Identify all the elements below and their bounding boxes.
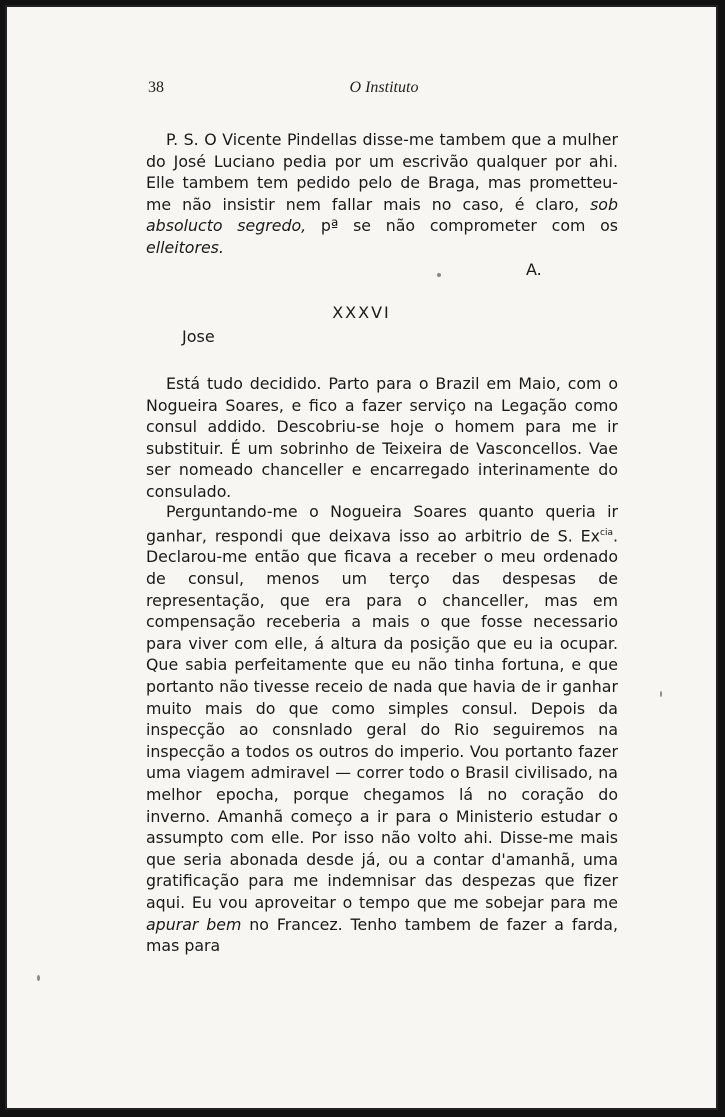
paragraph-2-superscript: cia	[600, 527, 613, 538]
postscript	[146, 129, 618, 259]
paper-speck	[37, 975, 40, 981]
paragraph-2	[146, 501, 618, 957]
salutation: Jose	[182, 327, 215, 346]
postscript-label: P. S.	[166, 130, 199, 149]
paragraph-1	[146, 373, 618, 503]
signature: A.	[526, 260, 542, 279]
journal-title: O Instituto	[349, 79, 419, 96]
postscript-italic-1: sob absolucto segredo,	[146, 194, 618, 236]
postscript-text-mid: pª se não comprometer com os	[306, 216, 618, 236]
paragraph-1-text: Está tudo decidido. Parto para o Brazil em Maio, com o Nogueira Soares, e fico a fazer serviço na Legação como consul addido. Descobriu-se hoje o homem para me ir substituir. É um sobrinho de Teixeira de Vasconcellos. Vae ser nomeado chanceller e encarregado interinamente do consulado.	[146, 374, 618, 501]
postscript-text: O Vicente Pindellas disse-me tambem que a mulher do José Luciano pedia por um escrivão qualquer por ahi. Elle tambem tem pedido pelo de Braga, mas prometteu-me não insistir nem fallar mais no caso, é claro,	[146, 130, 618, 214]
paragraph-2-text-1: Perguntando-me o Nogueira Soares quanto queria ir ganhar, respondi que deixava isso ao arbitrio de S. Ex	[146, 502, 618, 545]
chapter-number: XXXVI	[332, 303, 391, 322]
paragraph-2-italic: apurar bem	[146, 914, 242, 934]
paper-speck	[437, 273, 441, 277]
book-page	[5, 5, 718, 1110]
paragraph-2-text-3: no Francez. Tenho tambem de fazer a farda, mas para	[146, 914, 619, 956]
paragraph-2-text-2: . Declarou-me então que ficava a receber o meu ordenado de consul, menos um terço das despesas de representação, que era para o chanceller, mas em compensação receberia a mais o que fosse necessario para viver com elle, á altura da posição que eu ia ocupar. Que sabia perfeitamente que eu não tinha fortuna, e que portanto não tivesse receio de nada que havia de ir ganhar muito mais do que como simples consul. Depois da inspecção ao consnlado geral do Rio seguiremos na inspecção a todos os outros do imperio. Vou portanto fazer uma viagem admiravel — correr todo o Brasil civilisado, na melhor epocha, porque chegamos lá no coração do inverno. Amanhã começo a ir para o Ministerio estudar o assumpto com elle. Por isso não volto ahi. Disse-me mais que seria abonada desde já, ou a contar d'amanhã, uma gratificação para me indemnisar das despezas que fizer aqui. Eu vou aproveitar o tempo que me sobejar para me	[146, 525, 618, 912]
running-header	[148, 79, 620, 103]
page-number: 38	[148, 79, 164, 96]
paper-speck	[660, 691, 662, 697]
postscript-italic-2: elleitores.	[146, 237, 224, 257]
